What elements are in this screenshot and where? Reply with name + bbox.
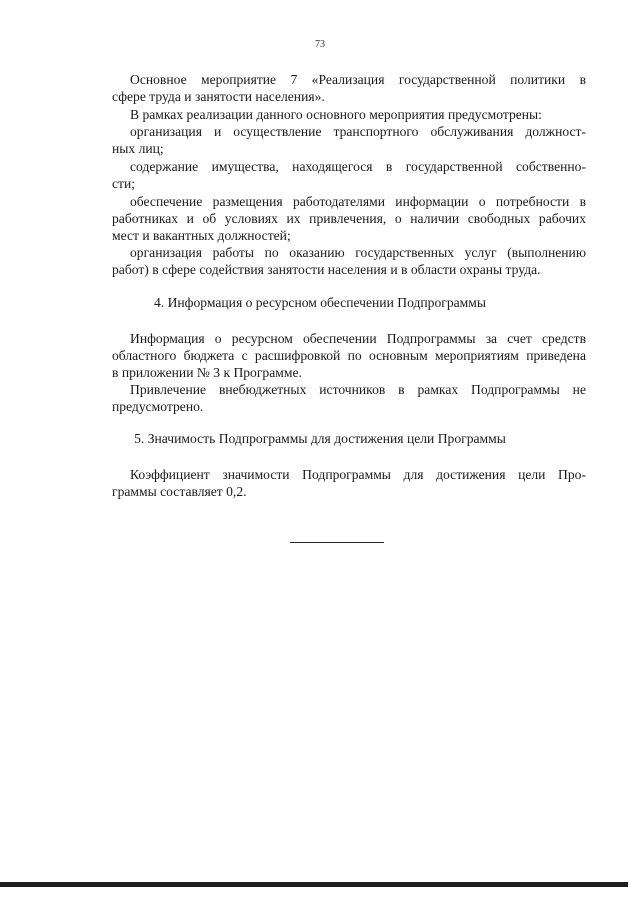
paragraph-line: граммы составляет 0,2. (112, 484, 247, 499)
paragraph-line: Привлечение внебюджетных источников в рамках Подпрограммы не (130, 382, 586, 397)
paragraph-line: предусмотрено. (112, 399, 204, 414)
list-item-line: работ) в сфере содействия занятости населения и в области охраны труда. (112, 262, 541, 277)
paragraph-line: Основное мероприятие 7 «Реализация государственной политики в (130, 72, 586, 87)
end-rule (290, 542, 384, 543)
list-item-line: ных лиц; (112, 141, 164, 156)
section-4-heading: 4. Информация о ресурсном обеспечении Подпрограммы (153, 295, 487, 310)
scan-bottom-edge (0, 882, 628, 887)
paragraph-line: областного бюджета с расшифровкой по основным мероприятиям приведена (112, 348, 586, 363)
list-item-line: работниках и об условиях их привлечения, о наличии свободных рабочих (112, 211, 586, 226)
list-item-line: организация работы по оказанию государственных услуг (выполнению (130, 245, 586, 260)
paragraph-line: В рамках реализации данного основного мероприятия предусмотрены: (130, 107, 542, 122)
list-item-line: обеспечение размещения работодателями информации о потребности в (130, 194, 586, 209)
paragraph-line: в приложении № 3 к Программе. (112, 365, 302, 380)
list-item-line: сти; (112, 176, 136, 191)
list-item-line: организация и осуществление транспортного обслуживания должност- (130, 124, 586, 139)
paragraph-line: Коэффициент значимости Подпрограммы для достижения цели Про- (130, 467, 586, 482)
paragraph-line: Информация о ресурсном обеспечении Подпрограммы за счет средств (130, 331, 586, 346)
list-item-line: мест и вакантных должностей; (112, 228, 291, 243)
section-5-heading: 5. Значимость Подпрограммы для достижения цели Программы (134, 431, 506, 446)
list-item-line: содержание имущества, находящегося в государственной собственно- (130, 159, 586, 174)
page-number: 73 (315, 39, 325, 50)
paragraph-line: сфере труда и занятости населения». (112, 89, 325, 104)
